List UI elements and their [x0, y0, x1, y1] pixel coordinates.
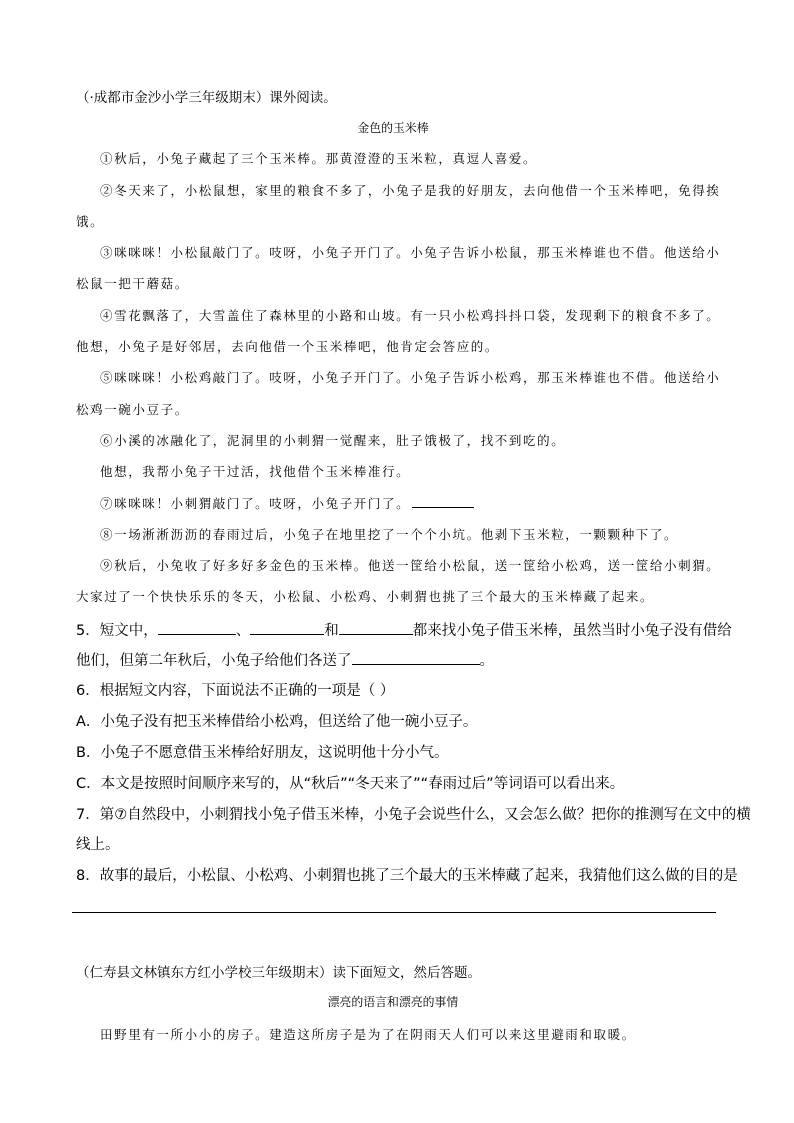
story-paragraph-7	[100, 493, 474, 512]
paragraph-7-text: ⑦咪咪咪！小刺猬敲门了。吱呀，小兔子开门了。	[100, 496, 411, 511]
q5-line1: 5．短文中， 、 和 都来找小兔子借玉米棒，虽然当时小兔子没有借给	[76, 619, 732, 640]
answer-blank-q5-1[interactable]	[158, 620, 236, 635]
story2-title: 漂亮的语言和漂亮的事情	[327, 995, 459, 1009]
answer-blank-q5-2[interactable]	[250, 620, 324, 635]
q6-option-c[interactable]: C．本文是按照时间顺序来写的，从“秋后”“冬天来了”“春雨过后”等词语可以看出来。	[76, 776, 625, 792]
q8-line1: 8．故事的最后，小松鼠、小松鸡、小刺猬也挑了三个最大的玉米棒藏了起来，我猜他们这么做的目的是	[76, 868, 738, 884]
q7-line2: 线上。	[76, 837, 120, 853]
story-paragraph-cont: 饿。	[76, 214, 105, 229]
story-title: 金色的玉米棒	[357, 121, 429, 135]
story-paragraph: ⑥小溪的冰融化了，泥洞里的小刺猬一觉醒来，肚子饿极了，找不到吃的。	[100, 433, 566, 448]
answer-blank-q7[interactable]	[412, 493, 474, 508]
story-paragraph: ⑨秋后，小兔收了好多好多金色的玉米棒。他送一筐给小松鼠，送一筐给小松鸡，送一筐给小刺猬。	[100, 558, 721, 573]
q6-option-b[interactable]: B．小兔子不愿意借玉米棒给好朋友，这说明他十分小气。	[76, 745, 449, 761]
answer-blank-q5-3[interactable]	[339, 620, 413, 635]
q5-line2: 他们，但第二年秋后，小兔子给他们各送了 。	[76, 649, 494, 670]
q6-option-a[interactable]: A．小兔子没有把玉米棒借给小松鸡，但送给了他一碗小豆子。	[76, 714, 478, 730]
q6-stem: 6．根据短文内容，下面说法不正确的一项是（ ）	[76, 683, 395, 699]
story-paragraph: ②冬天来了，小松鼠想，家里的粮食不多了，小兔子是我的好朋友，去向他借一个玉米棒吧，免得挨	[100, 183, 721, 198]
q7-line1: 7．第⑦自然段中，小刺猬找小兔子借玉米棒，小兔子会说些什么，又会怎么做？把你的推测写在文中的横	[76, 807, 751, 823]
answer-blank-q5-4[interactable]	[352, 650, 480, 665]
story2-paragraph: 田野里有一所小小的房子。建造这所房子是为了在阴雨天人们可以来这里避雨和取暖。	[100, 1027, 636, 1042]
story-paragraph-cont: 大家过了一个快快乐乐的冬天，小松鼠、小松鸡、小刺猬也挑了三个最大的玉米棒藏了起来。	[76, 589, 655, 604]
answer-line-q8[interactable]	[72, 912, 716, 913]
story-paragraph: ④雪花飘落了，大雪盖住了森林里的小路和山坡。有一只小松鸡抖抖口袋，发现剩下的粮食不多了。	[100, 308, 721, 323]
story-paragraph: ③咪咪咪！小松鼠敲门了。吱呀，小兔子开门了。小兔子告诉小松鼠，那玉米棒谁也不借。他送给小	[100, 245, 721, 260]
section2-header: （仁寿县文林镇东方红小学校三年级期末）读下面短文，然后答题。	[76, 965, 481, 981]
story-paragraph-cont: 松鼠一把干蘑菇。	[76, 276, 189, 291]
story-paragraph: ⑧一场淅淅沥沥的春雨过后，小兔子在地里挖了一个个小坑。他剥下玉米粒，一颗颗种下了。	[100, 527, 679, 542]
story-paragraph-cont: 松鸡一碗小豆子。	[76, 402, 189, 417]
story-paragraph: ①秋后，小兔子藏起了三个玉米棒。那黄澄澄的玉米粒，真逗人喜爱。	[100, 151, 538, 166]
section-header: （·成都市金沙小学三年级期末）课外阅读。	[76, 90, 337, 106]
story-paragraph-cont: 他想，小兔子是好邻居，去向他借一个玉米棒吧，他肯定会答应的。	[76, 339, 500, 354]
story-paragraph: ⑤咪咪咪！小松鸡敲门了。吱呀，小兔子开门了。小兔子告诉小松鸡，那玉米棒谁也不借。他送给小	[100, 370, 721, 385]
story-paragraph: 他想，我帮小兔子干过活，找他借个玉米棒准行。	[100, 464, 411, 479]
